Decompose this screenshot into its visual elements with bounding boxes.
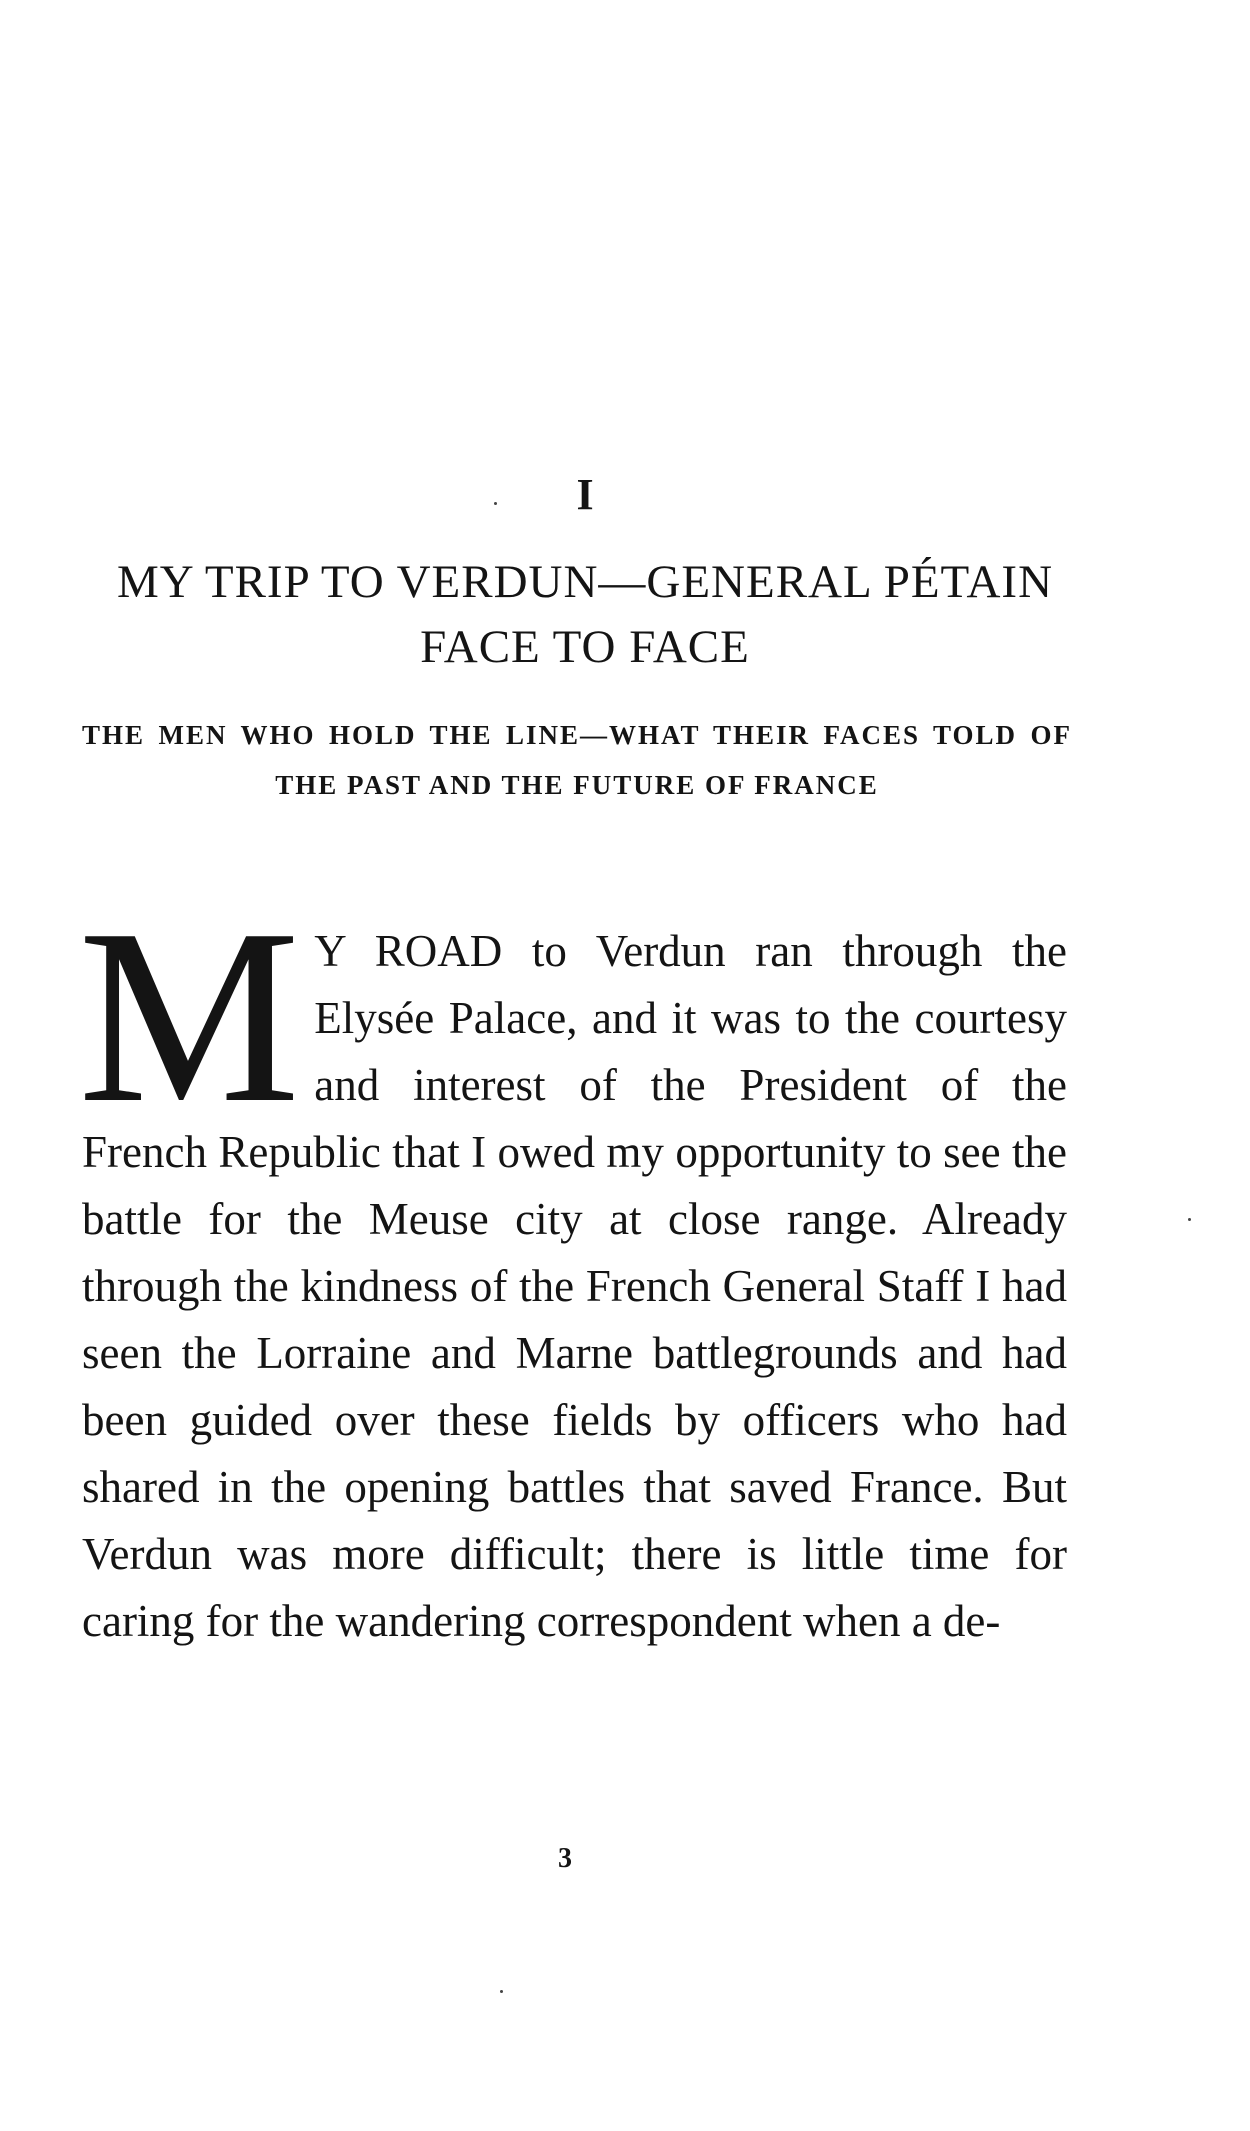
chapter-number: I (576, 470, 594, 519)
chapter-title: MY TRIP TO VERDUN—GENERAL PÉTAIN FACE TO FACE (116, 556, 1054, 673)
drop-cap: M (78, 878, 301, 1155)
page-number: 3 (558, 1843, 572, 1874)
print-speck (500, 1990, 503, 1993)
body-paragraph (78, 878, 1067, 1655)
print-speck (1188, 1218, 1191, 1221)
chapter-subtitle: THE MEN WHO HOLD THE LINE—WHAT THEIR FACES TOLD OF THE PAST AND THE FUTURE OF FRANCE (82, 720, 1072, 800)
paragraph-text: to Verdun ran through the Elysée Palace, and it was to the courtesy and interest of the President of the French Republic that I owed my opportunity to see the battle for the Meuse city at close range. Already through the kindness of the French General Staff I had seen the Lorraine and Marne battlegrounds and had been guided over these fields by officers who had shared in the opening battles that saved France. But Verdun was more difficult; there is little time for caring for the wandering correspondent when a de- (82, 926, 1067, 1646)
opening-words: Y ROAD (314, 926, 503, 976)
